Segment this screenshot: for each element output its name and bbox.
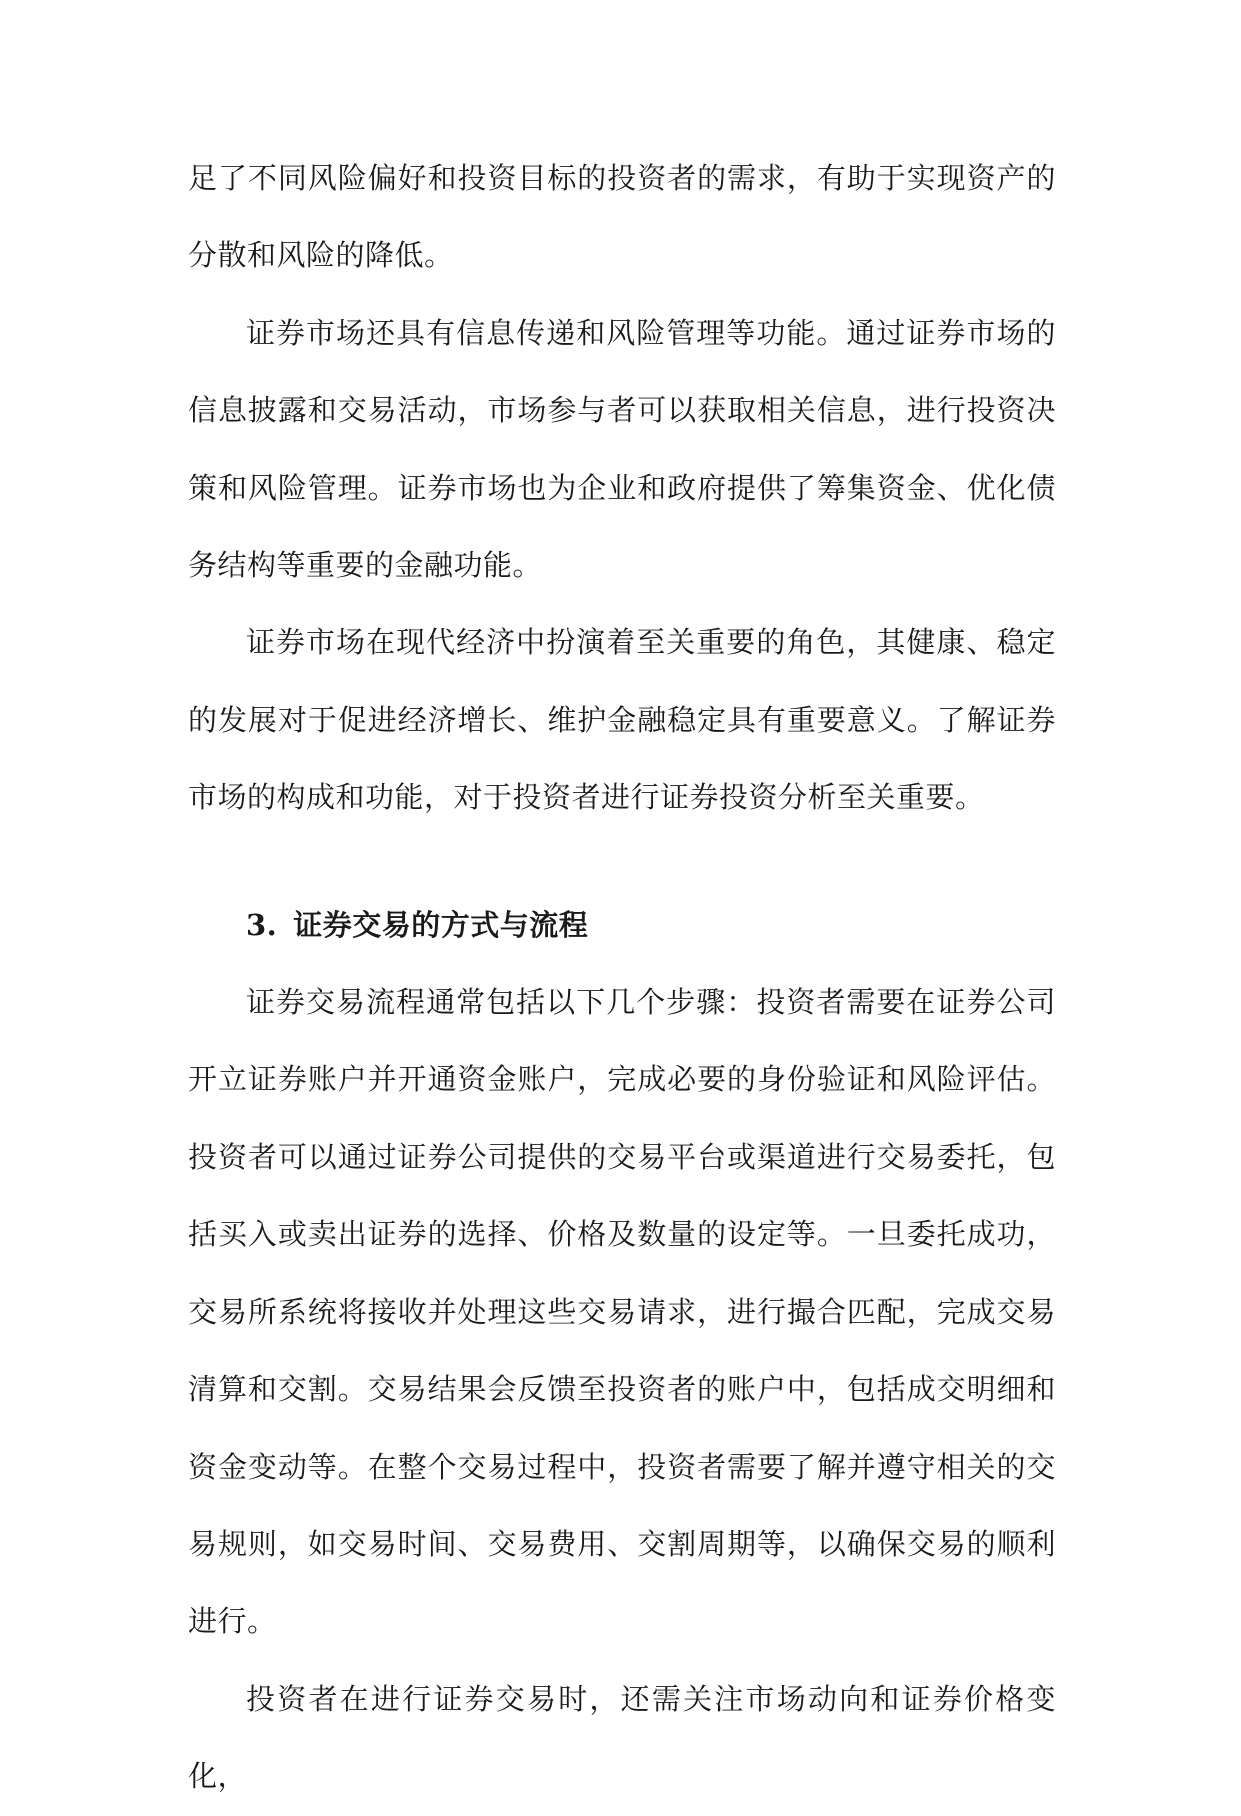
paragraph-trading-attention: 投资者在进行证券交易时，还需关注市场动向和证券价格变化，	[188, 1681, 1056, 1794]
paragraph-market-functions: 证券市场还具有信息传递和风险管理等功能。通过证券市场的信息披露和交易活动，市场参与者可以获取相关信息，进行投资决策和风险管理。证券市场也为企业和政府提供了筹集资金、优化债务结构等重要的金融功能。	[188, 315, 1056, 583]
paragraph-trading-process: 证券交易流程通常包括以下几个步骤：投资者需要在证券公司开立证券账户并开通资金账户，完成必要的身份验证和风险评估。投资者可以通过证券公司提供的交易平台或渠道进行交易委托，包括买入或卖出证券的选择、价格及数量的设定等。一旦委托成功，交易所系统将接收并处理这些交易请求，进行撮合匹配，完成交易清算和交割。交易结果会反馈至投资者的账户中，包括成交明细和资金变动等。在整个交易过程中，投资者需要了解并遵守相关的交易规则，如交易时间、交易费用、交割周期等，以确保交易的顺利进行。	[188, 985, 1056, 1639]
document-body	[188, 140, 1056, 1816]
section-number: 3.	[246, 907, 278, 942]
paragraph-market-importance: 证券市场在现代经济中扮演着至关重要的角色，其健康、稳定的发展对于促进经济增长、维护金融稳定具有重要意义。了解证券市场的构成和功能，对于投资者进行证券投资分析至关重要。	[188, 625, 1056, 815]
section-title: 证券交易的方式与流程	[293, 907, 589, 942]
paragraph-continued-diversification: 足了不同风险偏好和投资目标的投资者的需求，有助于实现资产的分散和风险的降低。	[188, 161, 1056, 273]
section-heading	[188, 887, 1056, 964]
